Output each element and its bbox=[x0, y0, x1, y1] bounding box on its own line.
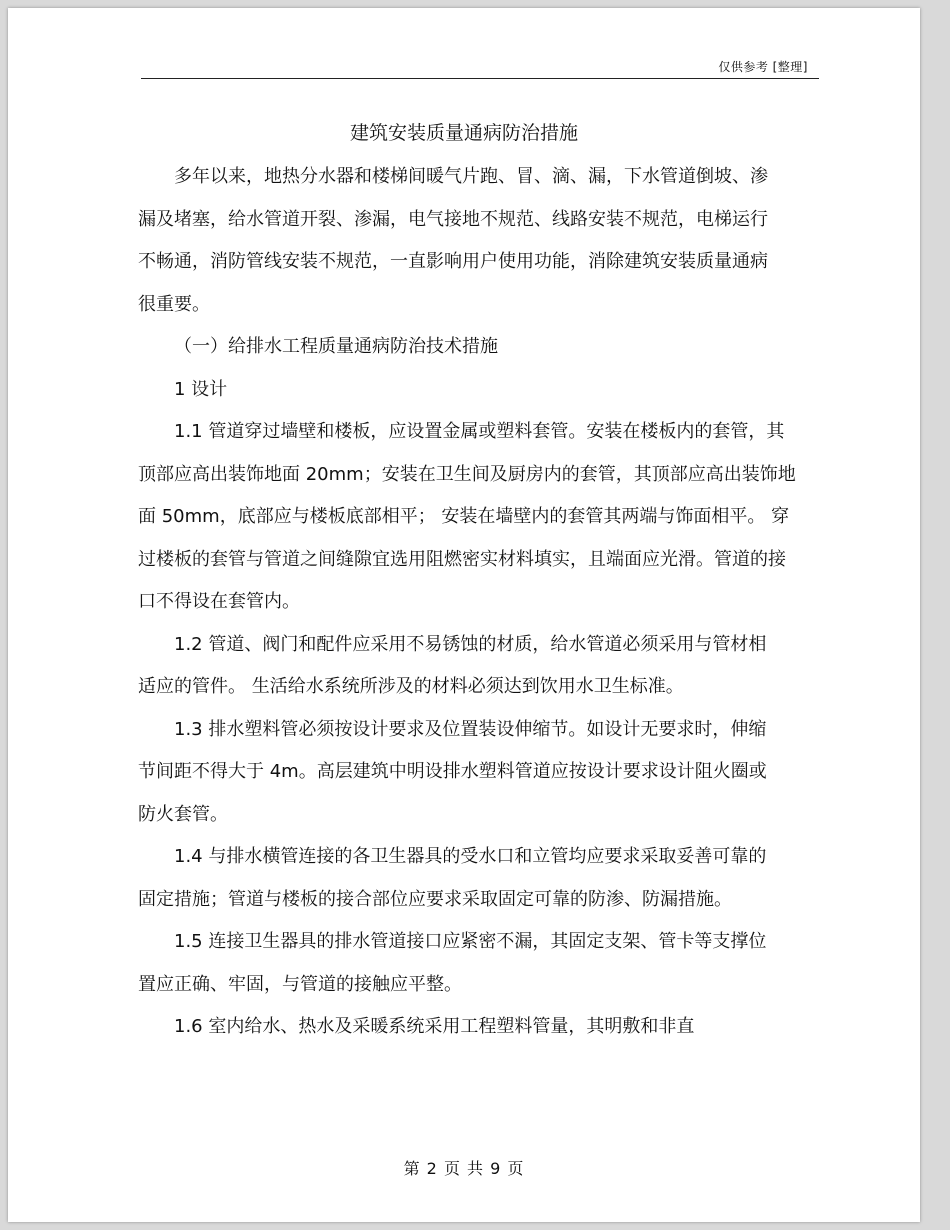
header-note: 仅供参考 [整理] bbox=[718, 60, 808, 74]
subsection-heading: 1 设计 bbox=[174, 378, 228, 400]
paragraph-1-6: 1.6 室内给水、热水及采暖系统采用工程塑料管量，其明敷和非直 bbox=[174, 1016, 695, 1037]
document-page bbox=[8, 8, 920, 1222]
document-body bbox=[138, 156, 828, 1049]
paragraph-1-4: 1.4 与排水横管连接的各卫生器具的受水口和立管均应要求采取妥善可靠的固定措施；管道与楼板的接合部位应要求采取固定可靠的防渗、防漏措施。 bbox=[138, 846, 767, 910]
paragraph-1-5: 1.5 连接卫生器具的排水管道接口应紧密不漏，其固定支架、管卡等支撑位置应正确、牢固，与管道的接触应平整。 bbox=[138, 931, 767, 995]
paragraph-1-2: 1.2 管道、阀门和配件应采用不易锈蚀的材质，给水管道必须采用与管材相适应的管件。 生活给水系统所涉及的材料必须达到饮用水卫生标准。 bbox=[138, 633, 767, 697]
paragraph-1-3: 1.3 排水塑料管必须按设计要求及位置装设伸缩节。如设计无要求时，伸缩节间距不得大于 4m。高层建筑中明设排水塑料管道应按设计要求设计阻火圈或防火套管。 bbox=[138, 718, 767, 825]
document-title: 建筑安装质量通病防治措施 bbox=[349, 122, 578, 144]
paragraph-intro: 多年以来，地热分水器和楼梯间暖气片跑、冒、滴、漏，下水管道倒坡、渗漏及堵塞，给水管道开裂、渗漏，电气接地不规范、线路安装不规范，电梯运行不畅通，消防管线安装不规范，一直影响用户使用功能，消除建筑安装质量通病很重要。 bbox=[138, 166, 768, 315]
paragraph-1-1: 1.1 管道穿过墙壁和楼板，应设置金属或塑料套管。安装在楼板内的套管，其顶部应高出装饰地面 20mm；安装在卫生间及厨房内的套管，其顶部应高出装饰地面 50mm，底部应与楼板底部相平； 安装在墙壁内的套管其两端与饰面相平。 穿过楼板的套管与管道之间缝隙宜选用阻燃密实材料填实，且端面应光滑。管道的接口不得设在套管内。 bbox=[138, 421, 796, 612]
header-rule bbox=[141, 78, 819, 79]
page-number: 第 2 页 共 9 页 bbox=[403, 1159, 525, 1178]
section-heading: （一）给排水工程质量通病防治技术措施 bbox=[174, 336, 498, 357]
